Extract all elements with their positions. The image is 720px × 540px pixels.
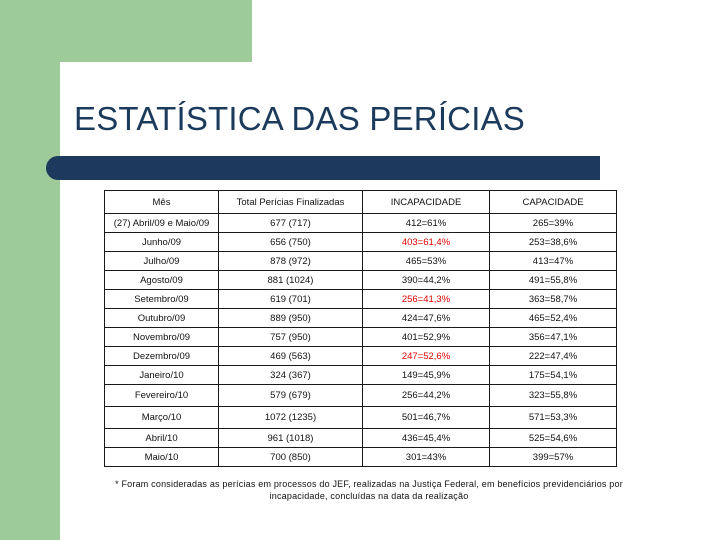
table-row <box>105 290 617 309</box>
cell-total: 878 (972) <box>219 252 363 271</box>
table-row <box>105 233 617 252</box>
table-row <box>105 309 617 328</box>
cell-total: 881 (1024) <box>219 271 363 290</box>
cell-mes: Fevereiro/10 <box>105 385 219 407</box>
cell-total: 1072 (1235) <box>219 407 363 429</box>
cell-total: 677 (717) <box>219 214 363 233</box>
header-total: Total Perícias Finalizadas <box>219 191 363 214</box>
table-row <box>105 366 617 385</box>
cell-total: 889 (950) <box>219 309 363 328</box>
cell-incapacidade: 256=41,3% <box>363 290 490 309</box>
footnote: * Foram consideradas as perícias em processos do JEF, realizadas na Justiça Federal, em benefícios previdenciários por incapacidade, concluídas na data da realização <box>115 479 623 501</box>
table-row <box>105 214 617 233</box>
table-row <box>105 328 617 347</box>
cell-capacidade: 363=58,7% <box>490 290 617 309</box>
pericias-table <box>104 190 617 467</box>
table-row <box>105 385 617 407</box>
cell-incapacidade: 390=44,2% <box>363 271 490 290</box>
cell-mes: Julho/09 <box>105 252 219 271</box>
table-row <box>105 429 617 448</box>
cell-capacidade: 356=47,1% <box>490 328 617 347</box>
cell-capacidade: 323=55,8% <box>490 385 617 407</box>
table-row <box>105 252 617 271</box>
table-row <box>105 271 617 290</box>
cell-mes: Setembro/09 <box>105 290 219 309</box>
cell-capacidade: 491=55,8% <box>490 271 617 290</box>
cell-incapacidade: 412=61% <box>363 214 490 233</box>
table-row <box>105 407 617 429</box>
cell-total: 619 (701) <box>219 290 363 309</box>
table-row <box>105 347 617 366</box>
cell-capacidade: 253=38,6% <box>490 233 617 252</box>
cell-incapacidade: 301=43% <box>363 448 490 467</box>
cell-mes: Março/10 <box>105 407 219 429</box>
cell-capacidade: 465=52,4% <box>490 309 617 328</box>
green-header-decoration <box>0 0 252 62</box>
table-row <box>105 448 617 467</box>
cell-capacidade: 525=54,6% <box>490 429 617 448</box>
cell-incapacidade: 256=44,2% <box>363 385 490 407</box>
cell-incapacidade: 401=52,9% <box>363 328 490 347</box>
cell-capacidade: 265=39% <box>490 214 617 233</box>
cell-incapacidade: 149=45,9% <box>363 366 490 385</box>
cell-incapacidade: 424=47,6% <box>363 309 490 328</box>
cell-capacidade: 571=53,3% <box>490 407 617 429</box>
cell-capacidade: 413=47% <box>490 252 617 271</box>
cell-mes: Dezembro/09 <box>105 347 219 366</box>
cell-incapacidade: 403=61,4% <box>363 233 490 252</box>
cell-incapacidade: 465=53% <box>363 252 490 271</box>
cell-total: 757 (950) <box>219 328 363 347</box>
table-header-row <box>105 191 617 214</box>
cell-mes: Janeiro/10 <box>105 366 219 385</box>
cell-incapacidade: 501=46,7% <box>363 407 490 429</box>
green-sidebar-decoration <box>0 0 60 540</box>
cell-total: 961 (1018) <box>219 429 363 448</box>
cell-mes: Outubro/09 <box>105 309 219 328</box>
cell-total: 579 (679) <box>219 385 363 407</box>
header-mes: Mês <box>105 191 219 214</box>
cell-total: 324 (367) <box>219 366 363 385</box>
cell-total: 700 (850) <box>219 448 363 467</box>
cell-mes: (27) Abril/09 e Maio/09 <box>105 214 219 233</box>
header-incapacidade: INCAPACIDADE <box>363 191 490 214</box>
cell-incapacidade: 436=45,4% <box>363 429 490 448</box>
table-body <box>105 214 617 467</box>
cell-mes: Novembro/09 <box>105 328 219 347</box>
cell-capacidade: 222=47,4% <box>490 347 617 366</box>
cell-capacidade: 399=57% <box>490 448 617 467</box>
header-capacidade: CAPACIDADE <box>490 191 617 214</box>
cell-mes: Maio/10 <box>105 448 219 467</box>
slide-title: ESTATÍSTICA DAS PERÍCIAS <box>74 100 526 137</box>
cell-total: 469 (563) <box>219 347 363 366</box>
cell-capacidade: 175=54,1% <box>490 366 617 385</box>
cell-mes: Abril/10 <box>105 429 219 448</box>
title-underline-bar <box>46 156 600 180</box>
cell-mes: Junho/09 <box>105 233 219 252</box>
cell-total: 656 (750) <box>219 233 363 252</box>
cell-mes: Agosto/09 <box>105 271 219 290</box>
cell-incapacidade: 247=52,6% <box>363 347 490 366</box>
